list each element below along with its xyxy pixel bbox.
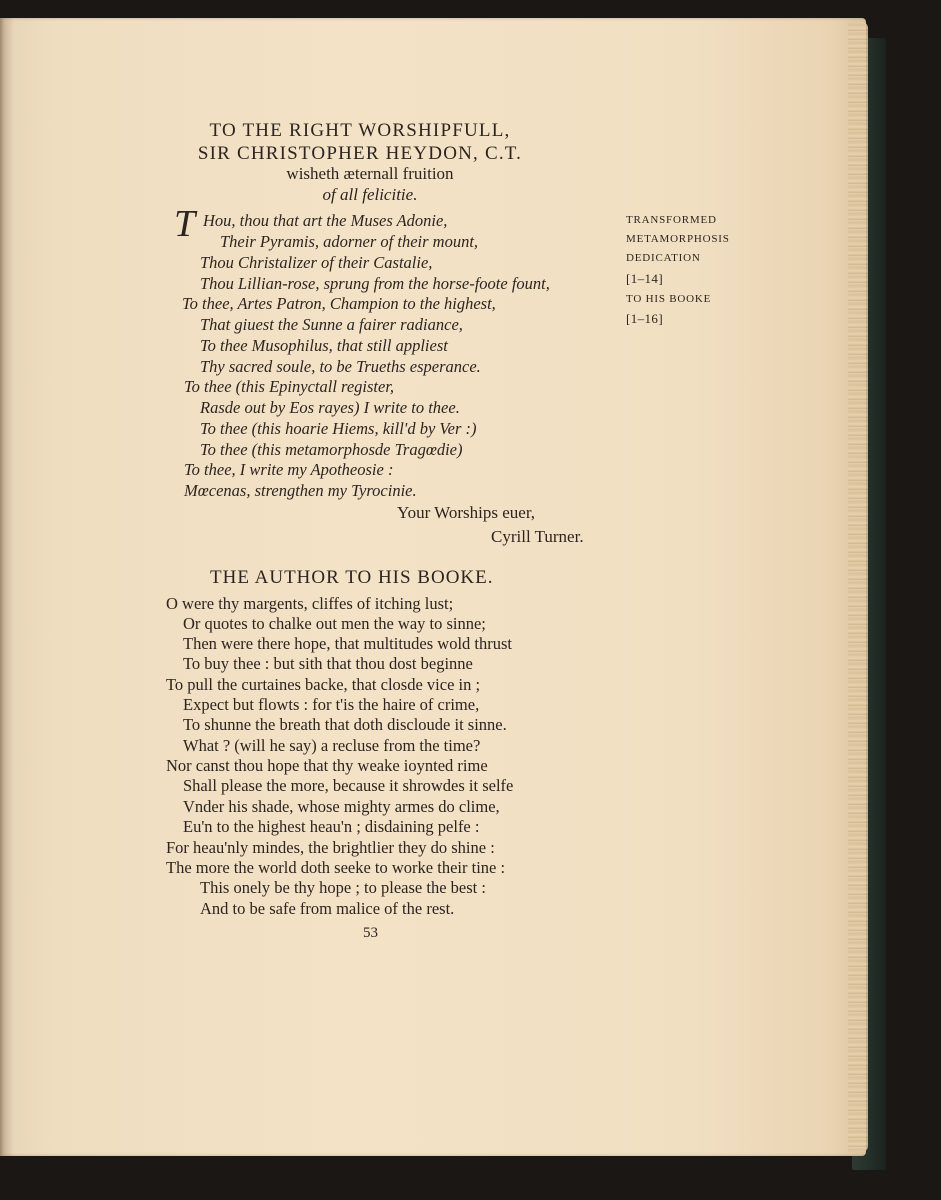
author-poem-line: Then were there hope, that multitudes wold thrust [183, 634, 513, 653]
author-poem-line: Shall please the more, because it shrowdes it selfe [183, 776, 514, 795]
dedication-title-line2: SIR CHRISTOPHER HEYDON, C.T. [197, 143, 523, 164]
page-deckle-edge [848, 22, 868, 1152]
author-poem-line: O were thy margents, cliffes of itching lust; [166, 594, 454, 613]
dedication-subtitle-line1: wisheth æternall fruition [286, 164, 454, 183]
dedication-title-line1: TO THE RIGHT WORSHIPFULL, [209, 120, 511, 141]
margin-note: TO HIS BOOKE [626, 293, 712, 305]
dedication-dropcap: T [174, 203, 196, 245]
author-poem-line: Eu'n to the highest heau'n ; disdaining pelfe : [183, 817, 480, 836]
author-poem-line: To buy thee : but sith that thou dost beginne [183, 654, 473, 673]
author-poem-line: To shunne the breath that doth discloude it sinne. [183, 715, 507, 734]
author-poem-line: For heau'nly mindes, the brightlier they do shine : [166, 838, 495, 857]
author-poem-heading: THE AUTHOR TO HIS BOOKE. [210, 567, 494, 588]
author-poem-line: What ? (will he say) a recluse from the time? [183, 736, 481, 755]
dedication-line: Thy sacred soule, to be Trueths esperance. [200, 357, 481, 376]
author-poem-line: The more the world doth seeke to worke their tine : [166, 858, 506, 877]
dedication-subtitle-line2: of all felicitie. [322, 185, 418, 204]
dedication-line: Rasde out by Eos rayes) I write to thee. [200, 398, 460, 417]
dedication-line: Hou, thou that art the Muses Adonie, [203, 211, 448, 230]
dedication-line: Thou Christalizer of their Castalie, [200, 253, 433, 272]
dedication-line: To thee, I write my Apotheosie : [184, 460, 394, 479]
dedication-line: Their Pyramis, adorner of their mount, [220, 232, 479, 251]
margin-note: DEDICATION [626, 252, 701, 264]
dedication-line: To thee (this metamorphosde Tragœdie) [200, 440, 463, 459]
dedication-line: To thee (this Epinyctall register, [184, 377, 395, 396]
author-poem-line: And to be safe from malice of the rest. [200, 899, 455, 918]
author-poem-line: Or quotes to chalke out men the way to sinne; [183, 614, 486, 633]
dedication-line: Thou Lillian-rose, sprung from the horse-foote fount, [200, 274, 550, 293]
margin-note-range: [1–14] [626, 271, 664, 286]
margin-note: TRANSFORMED [626, 214, 717, 226]
dedication-closing: Your Worships euer, [397, 503, 536, 522]
dedication-line: That giuest the Sunne a fairer radiance, [200, 315, 463, 334]
dedication-line: Mœcenas, strengthen my Tyrocinie. [184, 481, 417, 500]
author-poem-line: Nor canst thou hope that thy weake ioynted rime [166, 756, 488, 775]
margin-note-range: [1–16] [626, 311, 664, 326]
author-poem-line: This onely be thy hope ; to please the best : [200, 878, 486, 897]
dedication-line: To thee Musophilus, that still appliest [200, 336, 448, 355]
dedication-signer: Cyrill Turner. [491, 527, 584, 546]
page-number: 53 [363, 925, 378, 941]
author-poem-line: Expect but flowts : for t'is the haire of crime, [183, 695, 480, 714]
dedication-line: To thee, Artes Patron, Champion to the highest, [182, 294, 496, 313]
margin-note: METAMORPHOSIS [626, 233, 730, 245]
author-poem-line: To pull the curtaines backe, that closde vice in ; [166, 675, 481, 694]
gutter-shadow [0, 18, 14, 1156]
author-poem-line: Vnder his shade, whose mighty armes do clime, [183, 797, 500, 816]
dedication-line: To thee (this hoarie Hiems, kill'd by Ver :) [200, 419, 477, 438]
